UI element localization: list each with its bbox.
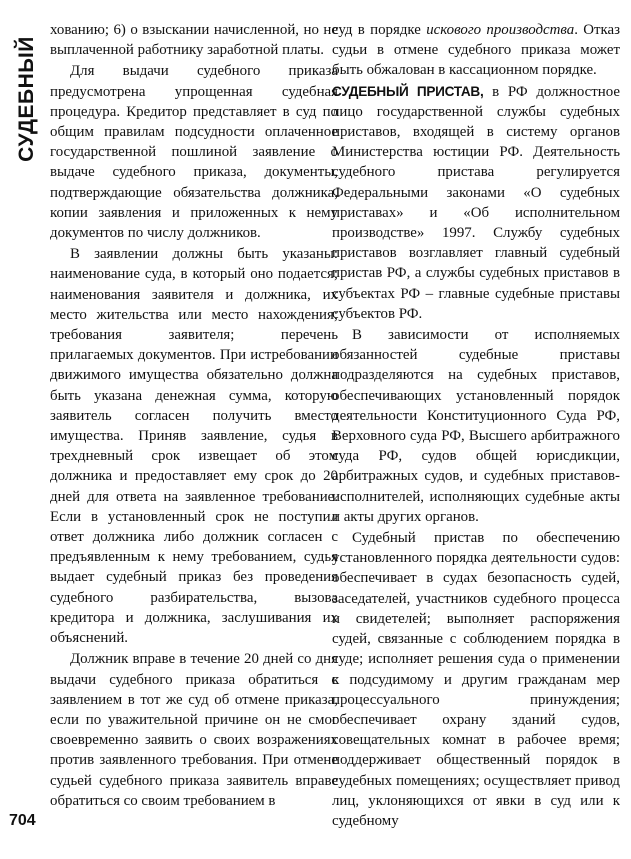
- text-run: суд в порядке: [332, 22, 427, 38]
- paragraph: Должник вправе в течение 20 дней со дня выдачи судебного приказа обратиться с заявлением в тот же суд об отмене приказа, если по уважительной причине он не смог своевременно заявить о своих возражениях против заявленного требования. При отмене судьей судебного приказа заявитель вправе обратиться со своим требованием в: [50, 651, 338, 809]
- paragraph: Судебный пристав по обеспечению установленного порядка деятельности судов: обеспечивает в судах безопасность судей, заседателей, участников судебного процесса и свидетелей; выполняет распоряжения судей, связанные с соблюдением порядка в суде; исполняет решения суда о применении к подсудимому и другим гражданам мер процессуального принуждения; обеспечивает охрану зданий судов, совещательных комнат в рабочее время; поддерживает общественный порядок в судебных помещениях; осуществляет привод лиц, уклоняющихся от явки в суд или к судебному: [332, 530, 620, 829]
- paragraph: [332, 20, 620, 81]
- running-head-text: СУДЕБНЫЙ: [15, 36, 39, 162]
- entry-headword: СУДЕБНЫЙ ПРИСТАВ,: [332, 83, 484, 99]
- running-head: [14, 24, 40, 174]
- paragraph: Для выдачи судебного приказа предусмотрена упрощенная судебная процедура. Кредитор представляет в суд по общим правилам подсудности оплаченное государственной пошлиной заявление о выдаче судебного приказа, документы, подтверждающие обязательства должника, копии заявления и приложенных к нему документов по числу должников.: [50, 63, 338, 242]
- entry-paragraph: [332, 82, 620, 324]
- paragraph: В заявлении должны быть указаны: наименование суда, в который оно подается; наименования заявителя и должника, их место жительства или место нахождения; требования заявителя; перечень прилагаемых документов. При истребовании движимого имущества обязательно должна быть указана денежная сумма, которую заявитель согласен получить вместо имущества. Приняв заявление, судья в трехдневный срок извещает об этом должника и предоставляет ему срок до 20 дней для ответа на заявленное требование. Если в установленный срок не поступил ответ должника либо должник согласен с предъявленным к нему требованием, судья выдает судебный приказ без проведения судебного разбирательства, вызова кредитора и должника, заслушивания их объяснений.: [50, 246, 338, 647]
- text-run: . Отказ судьи в отмене судебного приказа может быть обжалован в кассационном порядке.: [332, 22, 620, 79]
- paragraph: В зависимости от исполняемых обязанностей судебные приставы подразделяются на судебных приставов, обеспечивающих установленный порядок деятельности Конституционного Суда РФ, Верховного суда РФ, Высшего арбитражного суда РФ, судов общей юрисдикции, арбитражных судов, и судебных приставов-исполнителей, исполняющих судебные акты и акты других органов.: [332, 327, 620, 525]
- page-number: 704: [9, 812, 36, 829]
- paragraph: хованию; 6) о взыскании начисленной, но не выплаченной работнику заработной платы.: [50, 22, 338, 59]
- entry-definition: в РФ должностное лицо государственной службы судебных приставов, входящей в систему органов Министерства юстиции РФ. Деятельность судебного пристава регулируется Федеральными законами «О судебных приставах» и «Об исполнительном производстве» 1997. Службу судебных приставов возглавляет главный судебный пристав РФ, а службы судебных приставов в субъектах РФ – главные судебные приставы субъектов РФ.: [332, 83, 620, 322]
- italic-term: искового производства: [426, 22, 575, 38]
- left-column: [50, 20, 338, 811]
- right-column: [332, 20, 620, 831]
